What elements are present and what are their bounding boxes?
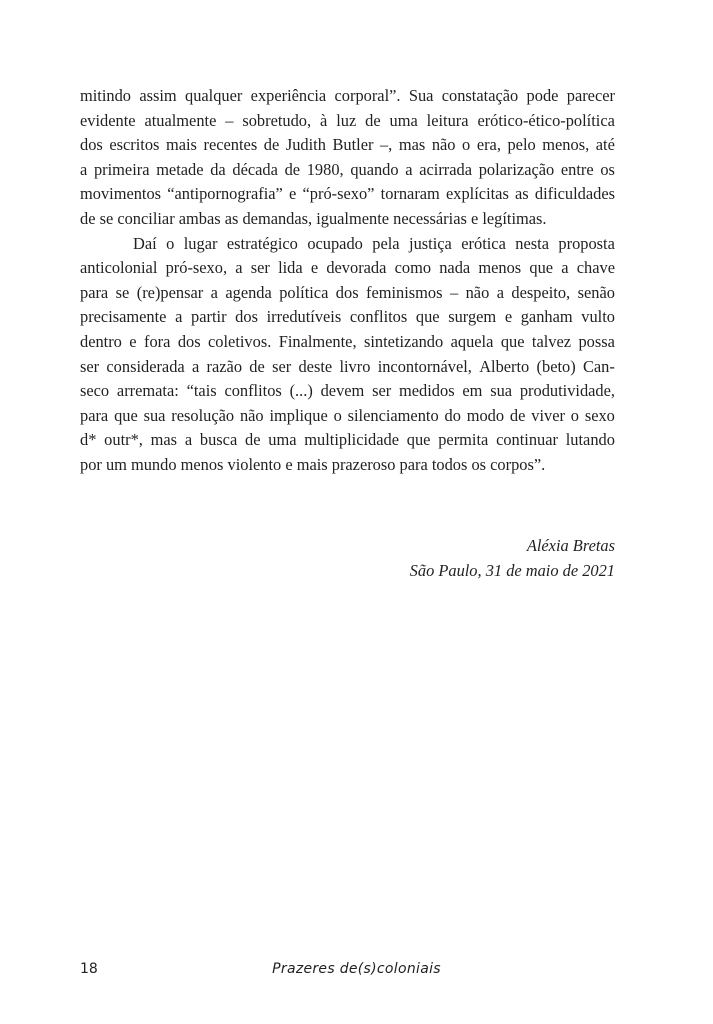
text-line: precisamente a partir dos irredutíveis conflitos que surgem e ganham vulto xyxy=(80,307,615,327)
text-line: por um mundo menos violento e mais prazeroso para todos os corpos”. xyxy=(80,454,546,474)
text-line: mitindo assim qualquer experiência corporal”. Sua constatação pode parecer xyxy=(80,86,615,105)
text-line: d* outr*, mas a busca de uma multiplicidade que permita continuar lutando xyxy=(80,430,615,450)
signature-author: Aléxia Bretas xyxy=(526,536,615,555)
text-line: para que sua resolução não implique o silenciamento do modo de viver o sexo xyxy=(80,405,615,425)
text-line: ser considerada a razão de ser deste livro incontornável, Alberto (beto) Can- xyxy=(80,356,615,376)
page-number: 18 xyxy=(80,961,98,977)
text-line: seco arremata: “tais conflitos (...) devem ser medidos em sua produtividade, xyxy=(80,381,615,401)
text-line: dentro e fora dos coletivos. Finalmente, sintetizando aquela que talvez possa xyxy=(80,331,615,351)
text-line: anticolonial pró-sexo, a ser lida e devorada como nada menos que a chave xyxy=(80,258,615,278)
text-line: Daí o lugar estratégico ocupado pela justiça erótica nesta proposta xyxy=(133,233,615,253)
running-footer-title: Prazeres de(s)coloniais xyxy=(272,961,441,977)
text-line: evidente atualmente – sobretudo, à luz de uma leitura erótico-ético-política xyxy=(80,110,615,130)
body-text xyxy=(80,84,615,478)
signature-place-date: São Paulo, 31 de maio de 2021 xyxy=(409,560,615,580)
text-line: de se conciliar ambas as demandas, igualmente necessárias e legítimas. xyxy=(80,208,547,228)
text-line: a primeira metade da década de 1980, quando a acirrada polarização entre os xyxy=(80,159,615,179)
text-line: dos escritos mais recentes de Judith Butler –, mas não o era, pelo menos, até xyxy=(80,135,615,155)
text-line: movimentos “antipornografia” e “pró-sexo” tornaram explícitas as dificuldades xyxy=(80,184,615,204)
signature-block xyxy=(410,534,615,583)
text-line: para se (re)pensar a agenda política dos feminismos – não a despeito, senão xyxy=(80,282,615,302)
